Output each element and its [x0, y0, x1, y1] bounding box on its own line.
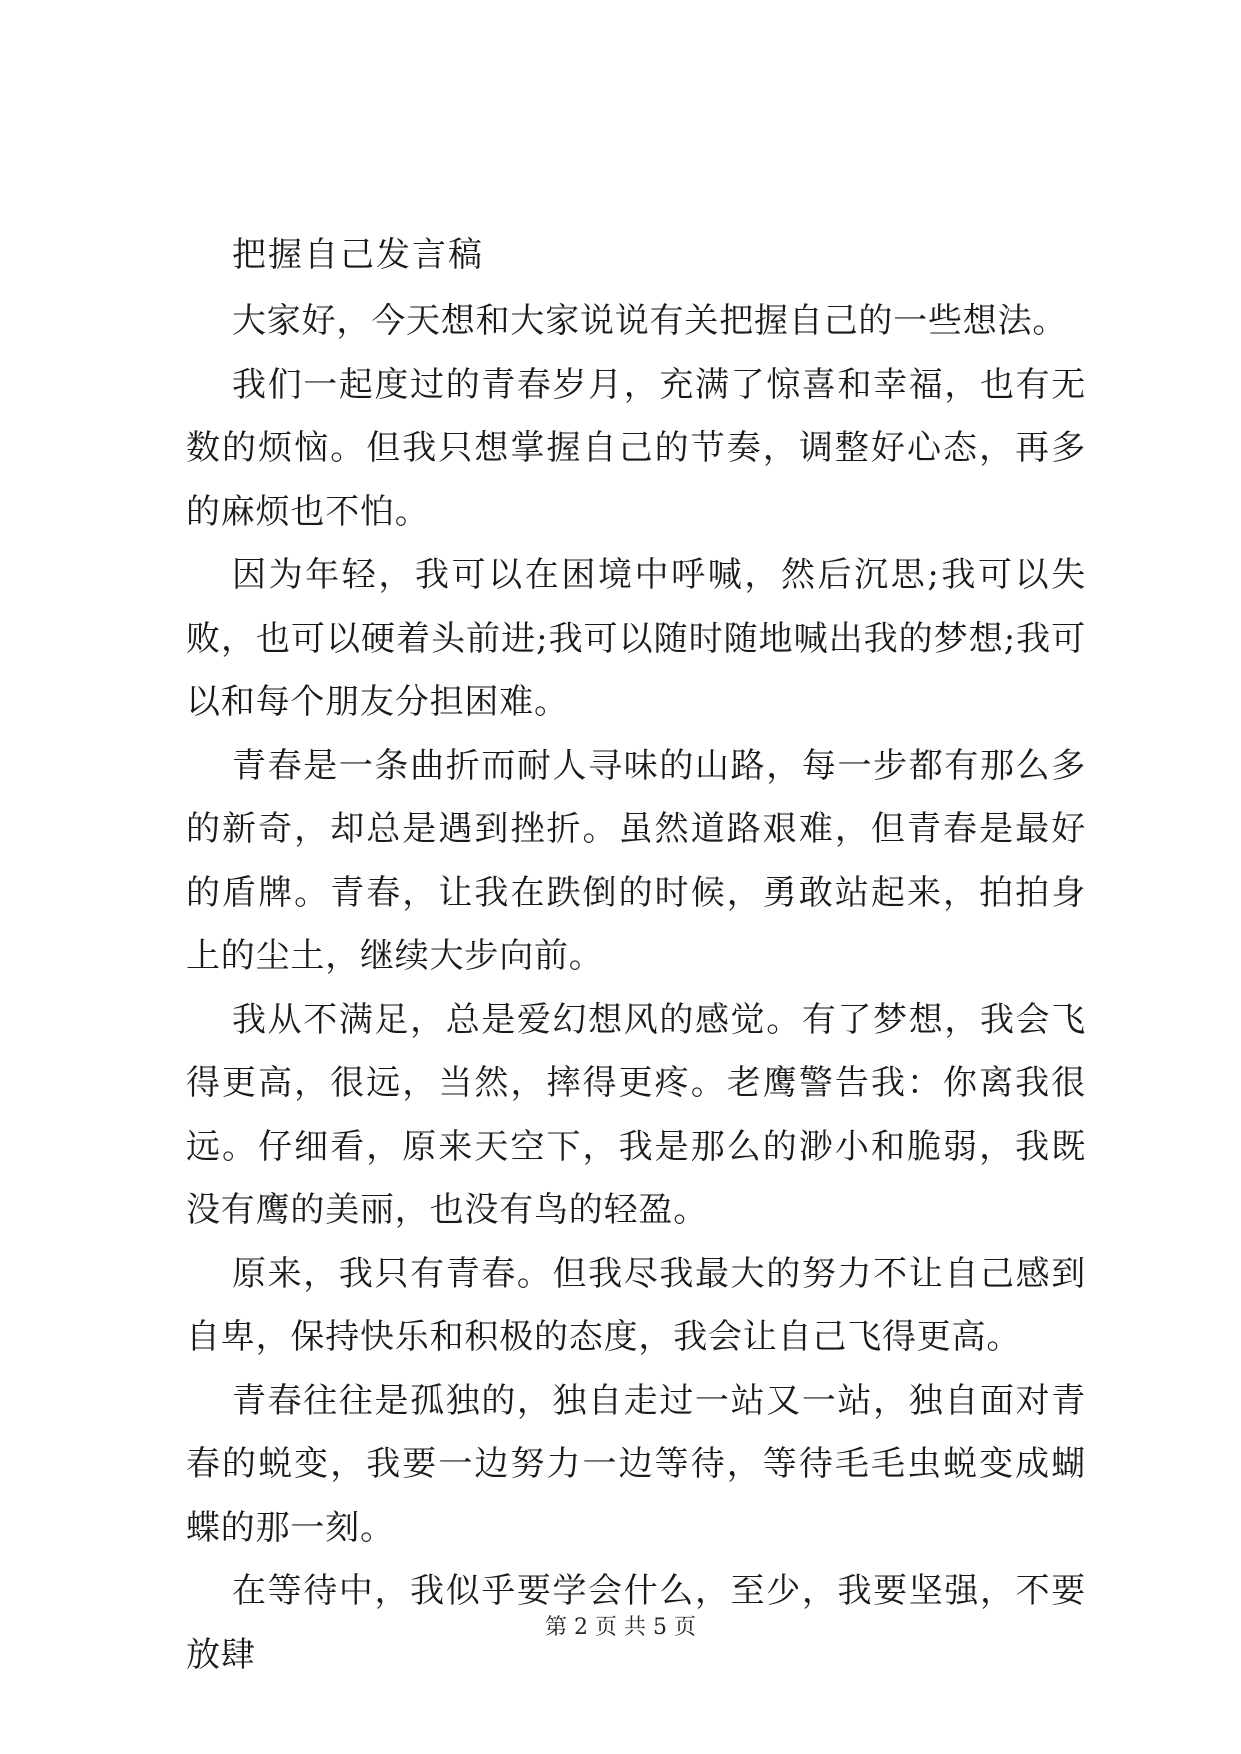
paragraph-only-youth: 原来，我只有青春。但我尽我最大的努力不让自己感到自卑，保持快乐和积极的态度，我会让自己飞得更高。: [186, 1253, 1086, 1357]
paragraph-youth-years: 我们一起度过的青春岁月，充满了惊喜和幸福，也有无数的烦恼。但我只想掌握自己的节奏，调整好心态，再多的麻烦也不怕。: [186, 364, 1086, 532]
page-number-footer: 第 2 页 共 5 页: [545, 1615, 696, 1640]
paragraph-waiting: 在等待中，我似乎要学会什么，至少，我要坚强，不要放肆: [186, 1571, 1086, 1675]
document-title: 把握自己发言稿: [232, 235, 484, 275]
paragraph-because-young: 因为年轻，我可以在困境中呼喊，然后沉思;我可以失败，也可以硬着头前进;我可以随时随地喊出我的梦想;我可以和每个朋友分担困难。: [186, 555, 1086, 722]
paragraph-mountain-road: 青春是一条曲折而耐人寻味的山路，每一步都有那么多的新奇，却总是遇到挫折。虽然道路艰难，但青春是最好的盾牌。青春，让我在跌倒的时候，勇敢站起来，拍拍身上的尘土，继续大步向前。: [186, 745, 1086, 976]
document-body: [186, 290, 1086, 1687]
paragraph-greeting: 大家好，今天想和大家说说有关把握自己的一些想法。: [232, 301, 1068, 341]
paragraph-never-satisfied: 我从不满足，总是爱幻想风的感觉。有了梦想，我会飞得更高，很远，当然，摔得更疼。老鹰警告我：你离我很远。仔细看，原来天空下，我是那么的渺小和脆弱，我既没有鹰的美丽，也没有鸟的轻盈。: [186, 999, 1086, 1230]
paragraph-lonely-youth: 青春往往是孤独的，独自走过一站又一站，独自面对青春的蜕变，我要一边努力一边等待，等待毛毛虫蜕变成蝴蝶的那一刻。: [186, 1380, 1086, 1548]
